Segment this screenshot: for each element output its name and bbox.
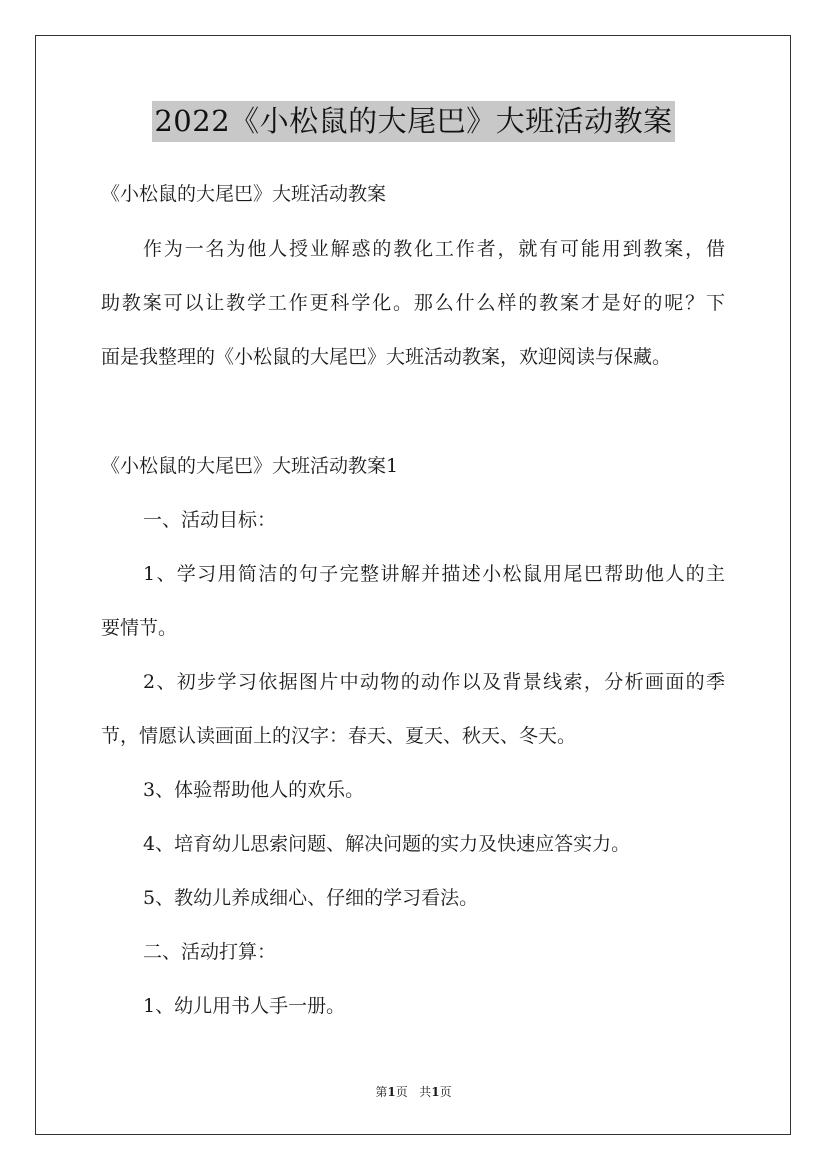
goal-2-line-2: 节，情愿认读画面上的汉字：春天、夏天、秋天、冬天。 — [101, 725, 577, 747]
intro-line-3: 面是我整理的《小松鼠的大尾巴》大班活动教案，欢迎阅读与保藏。 — [101, 346, 672, 368]
footer-total-prefix: 共 — [419, 1085, 432, 1099]
footer-page-suffix: 页 — [395, 1085, 408, 1099]
prep-item-1: 1、幼儿用书人手一册。 — [143, 995, 346, 1017]
footer-total-suffix: 页 — [439, 1085, 452, 1099]
goal-1-line-1: 1、学习用简洁的句子完整讲解并描述小松鼠用尾巴帮助他人的主 — [143, 563, 725, 585]
page-footer — [0, 1084, 827, 1100]
goal-5: 5、教幼儿养成细心、仔细的学习看法。 — [143, 887, 479, 909]
goal-3: 3、体验帮助他人的欢乐。 — [143, 779, 365, 801]
footer-total-number: 1 — [431, 1085, 440, 1099]
intro-line-2: 助教案可以让教学工作更科学化。那么什么样的教案才是好的呢？下 — [101, 292, 725, 314]
intro-line-1: 作为一名为他人授业解惑的教化工作者，就有可能用到教案，借 — [143, 238, 725, 260]
title-container — [0, 101, 827, 142]
footer-page-number: 1 — [387, 1085, 396, 1099]
goal-4: 4、培育幼儿思索问题、解决问题的实力及快速应答实力。 — [143, 833, 631, 855]
goals-heading: 一、活动目标： — [143, 509, 277, 531]
goal-1-line-2: 要情节。 — [101, 617, 178, 639]
goal-2-line-1: 2、初步学习依据图片中动物的动作以及背景线索，分析画面的季 — [143, 671, 725, 693]
document-title: 2022《小松鼠的大尾巴》大班活动教案 — [152, 101, 674, 142]
document-subtitle: 《小松鼠的大尾巴》大班活动教案 — [101, 183, 387, 205]
section-heading: 《小松鼠的大尾巴》大班活动教案1 — [101, 455, 399, 477]
prep-heading: 二、活动打算： — [143, 941, 277, 963]
footer-page-prefix: 第 — [375, 1085, 388, 1099]
